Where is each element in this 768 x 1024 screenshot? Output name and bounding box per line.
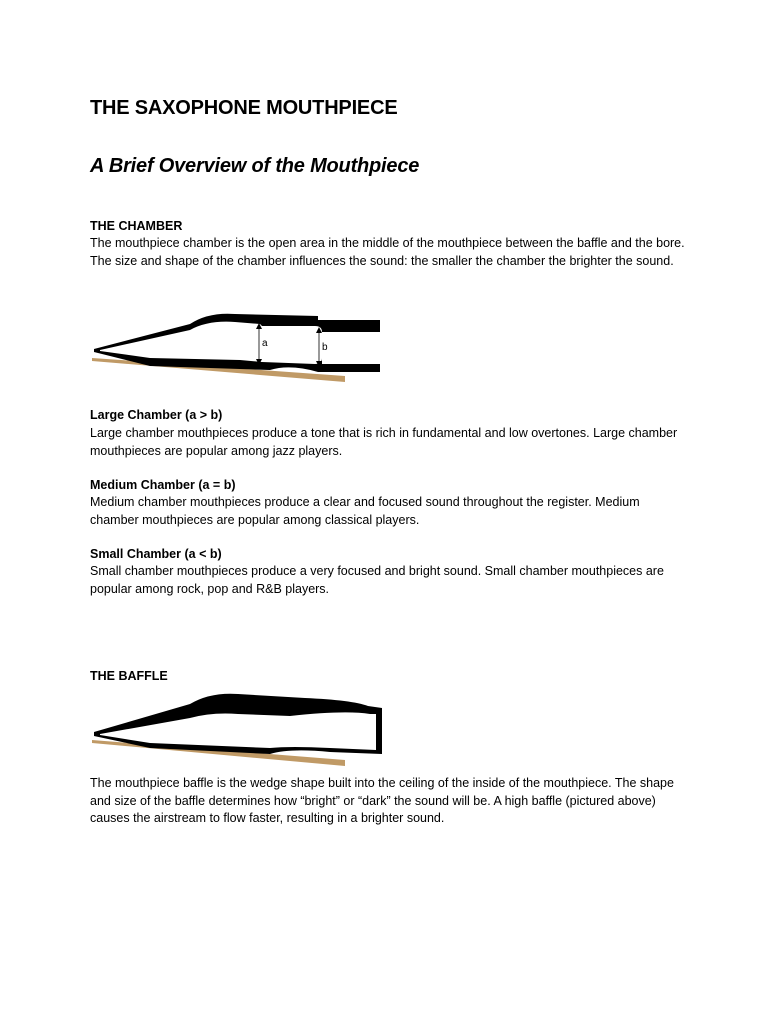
- large-chamber-description: Large chamber mouthpieces produce a tone that is rich in fundamental and low overtones. Large chamber mouthpieces are popular among jazz players.: [90, 426, 678, 458]
- chamber-diagram-figure: [90, 304, 390, 390]
- large-chamber-heading: Large Chamber (a > b): [90, 408, 223, 422]
- dimension-a-label: a: [262, 338, 268, 349]
- chamber-description: The mouthpiece chamber is the open area in the middle of the mouthpiece between the baffle and the bore. The size and shape of the chamber influences the sound: the smaller the chamber the brighter the sound.: [90, 236, 685, 268]
- baffle-description: The mouthpiece baffle is the wedge shape built into the ceiling of the inside of the mouthpiece. The shape and size of the baffle determines how “bright” or “dark” the sound will be. A high baffle (pictured above) causes the airstream to flow faster, resulting in a brighter sound.: [90, 776, 674, 825]
- document-subtitle: A Brief Overview of the Mouthpiece: [90, 155, 420, 177]
- mouthpiece-chamber-cavity: [262, 326, 322, 364]
- baffle-diagram-figure: [90, 688, 390, 768]
- section-heading-baffle: THE BAFFLE: [90, 669, 168, 683]
- document-title: THE SAXOPHONE MOUTHPIECE: [90, 97, 398, 119]
- baffle-diagram: [90, 688, 390, 768]
- medium-chamber-heading: Medium Chamber (a = b): [90, 478, 236, 492]
- chamber-diagram: [90, 304, 390, 390]
- section-heading-chamber: THE CHAMBER: [90, 219, 183, 233]
- small-chamber-heading: Small Chamber (a < b): [90, 547, 222, 561]
- small-chamber-description: Small chamber mouthpieces produce a very focused and bright sound. Small chamber mouthpieces are popular among rock, pop and R&B players.: [90, 564, 664, 596]
- mouthpiece-bore: [322, 332, 380, 364]
- dimension-b-label: b: [322, 342, 328, 353]
- medium-chamber-description: Medium chamber mouthpieces produce a clear and focused sound throughout the register. Medium chamber mouthpieces are popular among classical players.: [90, 495, 640, 527]
